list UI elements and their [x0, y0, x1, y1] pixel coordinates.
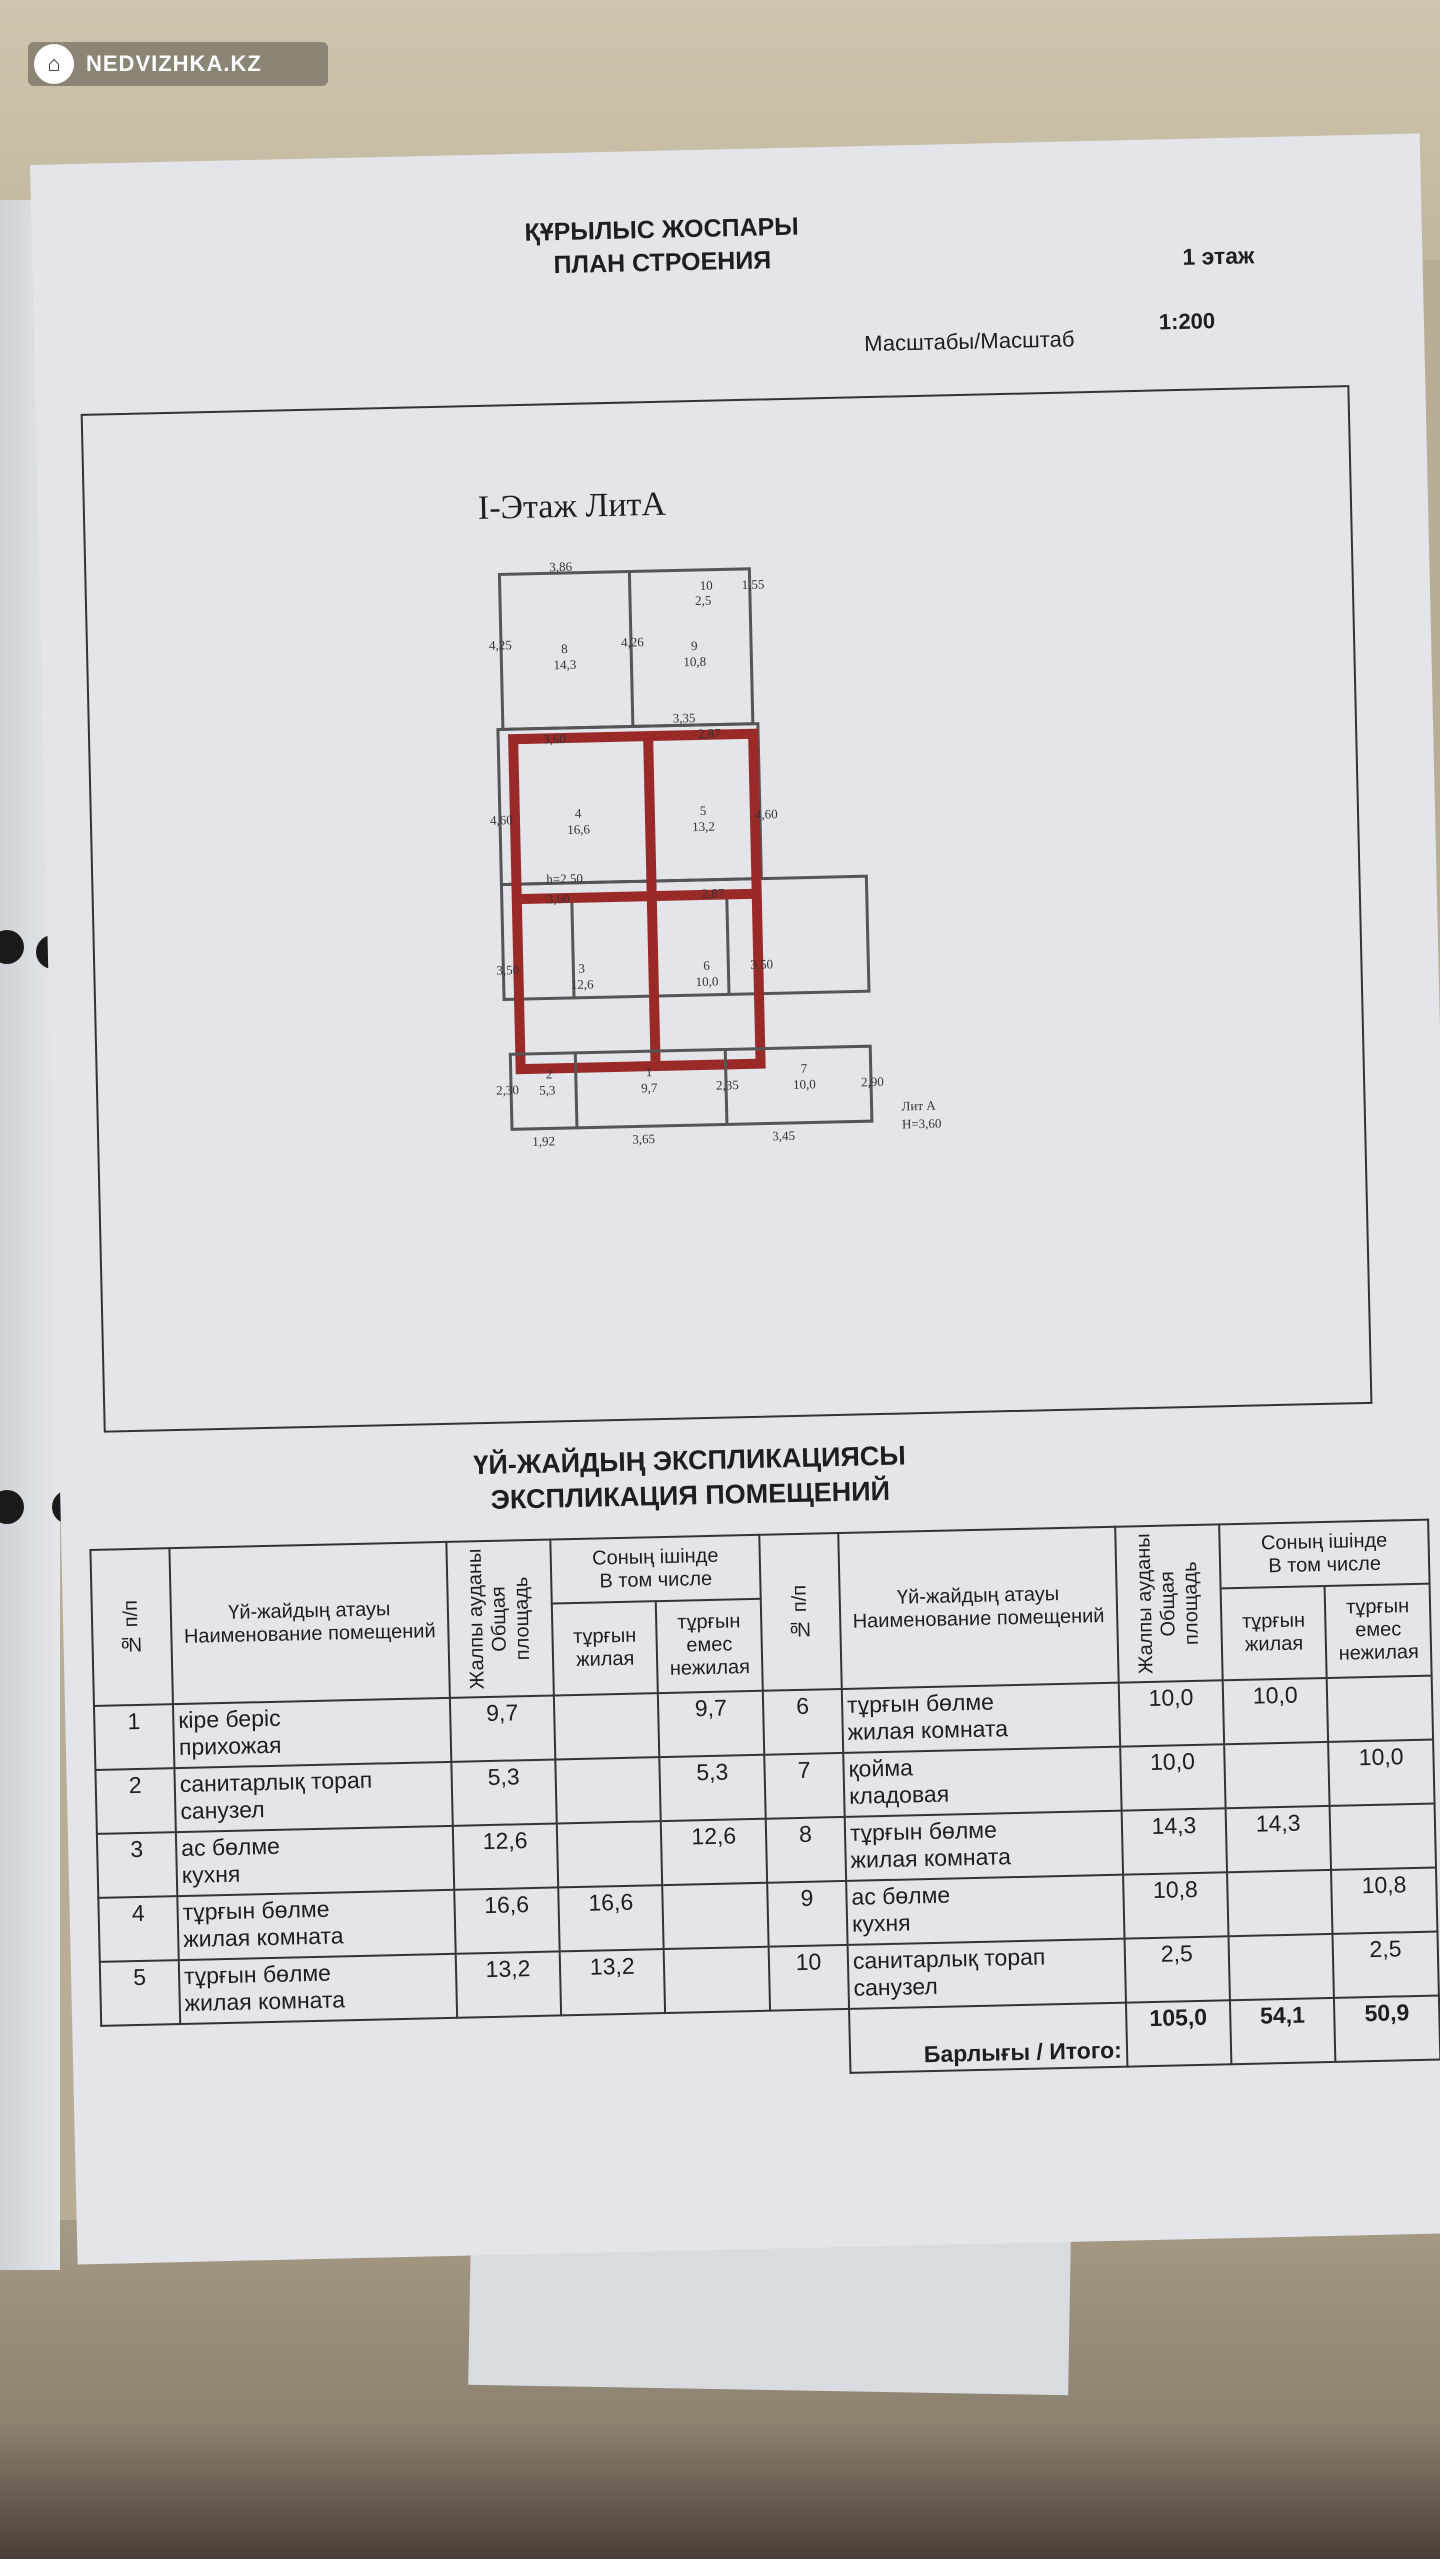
- title-ru: ПЛАН СТРОЕНИЯ: [553, 246, 772, 280]
- row-nonliving: 5,3: [660, 1755, 766, 1821]
- total-living: 54,1: [1230, 1998, 1336, 2064]
- col-incl-header: Соның ішінде В том числе: [550, 1535, 760, 1604]
- row-name: [177, 1890, 455, 1960]
- row-living: [557, 1821, 663, 1887]
- row-total: 5,3: [451, 1759, 557, 1825]
- room-label: 5: [699, 802, 707, 818]
- room-name-kz: тұрғын бөлме: [846, 1688, 995, 1718]
- row-living: 10,0: [1223, 1678, 1329, 1744]
- dimension-label: 2,87: [701, 885, 725, 901]
- room-area: 12,6: [570, 976, 594, 992]
- room-name-kz: санитарлық торап: [852, 1943, 1046, 1974]
- row-living: [555, 1757, 661, 1823]
- row-living: 14,3: [1226, 1806, 1332, 1872]
- row-total: 9,7: [450, 1696, 556, 1762]
- floor-plan-drawing: [479, 543, 1012, 1155]
- row-nonliving: [1327, 1676, 1433, 1742]
- row-name: [179, 1954, 457, 2024]
- row-name: [843, 1747, 1121, 1817]
- plan-title: I-Этаж ЛитА: [477, 485, 667, 527]
- row-total: 10,0: [1120, 1744, 1226, 1810]
- row-nonliving: 10,0: [1328, 1740, 1434, 1806]
- dimension-label: 3,35: [672, 710, 696, 726]
- dimension-label: 2,35: [715, 1077, 739, 1093]
- col-living-header-right: тұрғын жилая: [1221, 1586, 1327, 1680]
- col-nonliving-header-right: тұрғын емес нежилая: [1325, 1583, 1432, 1677]
- room-name-ru: жилая комната: [184, 1986, 346, 2016]
- col-area-header: Жалпы ауданы Общая площадь: [463, 1548, 535, 1690]
- row-living: 16,6: [558, 1885, 664, 1951]
- explication-title-ru: ЭКСПЛИКАЦИЯ ПОМЕЩЕНИЙ: [490, 1475, 891, 1515]
- room-area: 10,0: [792, 1076, 816, 1092]
- col-no-header-right: № п/п: [788, 1584, 812, 1640]
- room-name-kz: тұрғын бөлме: [183, 1959, 332, 1989]
- explication-title-kz: ҮЙ-ЖАЙДЫҢ ЭКСПЛИКАЦИЯСЫ: [473, 1440, 907, 1481]
- dimension-label: 4,60: [489, 812, 513, 828]
- col-name-header: Үй-жайдың атауы Наименование помещений: [169, 1542, 449, 1704]
- scale-label: Масштабы/Масштаб: [863, 326, 1075, 357]
- room-name-ru: санузел: [853, 1972, 939, 2001]
- room-name-ru: кухня: [851, 1909, 911, 1937]
- room-area: 5,3: [538, 1082, 556, 1098]
- col-name-header-right: Үй-жайдың атауы Наименование помещений: [838, 1527, 1118, 1689]
- room-name-ru: кладовая: [848, 1780, 950, 1809]
- row-nonliving: 10,8: [1331, 1868, 1437, 1934]
- house-icon: ⌂: [34, 44, 74, 84]
- room-label: 3: [578, 960, 586, 976]
- row-name: [848, 1939, 1126, 2009]
- watermark-logo: [28, 42, 328, 86]
- room-label: 7: [800, 1060, 808, 1076]
- row-name: [845, 1811, 1123, 1881]
- room-name-ru: санузел: [180, 1796, 265, 1825]
- row-no: 1: [94, 1704, 174, 1770]
- watermark-text: NEDVIZHKA.KZ: [86, 51, 262, 76]
- dimension-label: 2,87: [697, 725, 721, 741]
- dimension-label: 3,50: [496, 962, 520, 978]
- total-nonliving: 50,9: [1334, 1996, 1440, 2062]
- dimension-label: 1,92: [532, 1133, 556, 1149]
- row-name: [846, 1875, 1124, 1945]
- dimension-label: 1,55: [741, 576, 765, 592]
- room-name-kz: ас бөлме: [180, 1832, 281, 1861]
- dimension-label: 4,25: [488, 637, 512, 653]
- row-nonliving: [1330, 1804, 1436, 1870]
- total-area: 105,0: [1126, 2000, 1232, 2066]
- room-area: 2,5: [694, 592, 712, 609]
- room-label: 1: [645, 1064, 653, 1080]
- room-area: 13,2: [692, 818, 716, 835]
- dimension-label: 2,90: [860, 1073, 884, 1090]
- row-no: 4: [98, 1896, 178, 1962]
- row-name: [176, 1826, 454, 1896]
- dimension-label: 3,65: [632, 1131, 656, 1147]
- total-label: Барлығы / Итого:: [849, 2003, 1127, 2073]
- document-page: [30, 133, 1440, 2264]
- row-no: 3: [97, 1832, 177, 1898]
- room-label: 9: [690, 637, 698, 654]
- dimension-label: 3,60: [546, 890, 570, 907]
- room-area: 16,6: [567, 821, 591, 837]
- row-no: 9: [767, 1881, 847, 1947]
- room-name-kz: санитарлық торап: [179, 1766, 373, 1798]
- room-area: 10,0: [695, 973, 719, 990]
- row-living: [1229, 1934, 1335, 2000]
- col-area-header-right: Жалпы ауданы Общая площадь: [1132, 1533, 1204, 1675]
- room-label: 4: [574, 805, 582, 821]
- room-label: 10: [699, 577, 713, 593]
- row-name: [173, 1698, 451, 1768]
- explication-table: [89, 1519, 1440, 2091]
- row-name: [174, 1762, 452, 1832]
- col-living-header: тұрғын жилая: [552, 1601, 658, 1695]
- row-total: 14,3: [1121, 1808, 1227, 1874]
- dimension-label: 3,45: [772, 1127, 796, 1144]
- row-total: 16,6: [454, 1887, 560, 1953]
- row-no: 6: [763, 1689, 843, 1755]
- room-name-kz: кіре беріс: [178, 1704, 281, 1734]
- row-nonliving: [663, 1883, 769, 1949]
- row-living: [1227, 1870, 1333, 1936]
- room-label: 6: [703, 957, 711, 973]
- room-name-ru: жилая комната: [847, 1715, 1009, 1745]
- room-area: 9,7: [640, 1080, 658, 1096]
- room-name-kz: ас бөлме: [851, 1881, 951, 1910]
- room-name-ru: кухня: [181, 1860, 241, 1888]
- room-label: 8: [560, 640, 568, 657]
- row-total: 2,5: [1124, 1936, 1230, 2002]
- dimension-label: 4,60: [754, 806, 778, 822]
- row-total: 12,6: [453, 1823, 559, 1889]
- row-no: 8: [766, 1817, 846, 1883]
- height-label: Н=3,60: [901, 1115, 942, 1132]
- row-total: 10,0: [1118, 1680, 1224, 1746]
- row-living: 13,2: [560, 1949, 666, 2015]
- row-no: 10: [769, 1945, 849, 2011]
- floor-label: 1 этаж: [1182, 242, 1255, 270]
- dimension-label: 3,86: [549, 558, 573, 575]
- dimension-label: 4,26: [620, 634, 644, 650]
- row-no: 5: [100, 1960, 180, 2026]
- row-nonliving: 9,7: [658, 1691, 764, 1757]
- room-name-kz: тұрғын бөлме: [849, 1816, 998, 1846]
- col-incl-header-right: Соның ішінде В том числе: [1219, 1520, 1429, 1589]
- row-name: [842, 1683, 1120, 1753]
- row-no: 7: [764, 1753, 844, 1819]
- row-living: [554, 1693, 660, 1759]
- col-no-header: № п/п: [119, 1599, 143, 1655]
- ceiling-height: h=2.50: [546, 870, 584, 887]
- dimension-label: 3,50: [750, 956, 774, 972]
- room-name-ru: прихожая: [178, 1731, 282, 1761]
- room-name-kz: тұрғын бөлме: [182, 1895, 330, 1925]
- room-name-ru: жилая комната: [850, 1843, 1012, 1873]
- row-no: 2: [95, 1768, 175, 1834]
- row-total: 10,8: [1123, 1872, 1229, 1938]
- room-area: 10,8: [683, 653, 707, 670]
- lit-label: Лит А: [901, 1097, 936, 1114]
- room-name-ru: жилая комната: [182, 1922, 344, 1952]
- dimension-label: 3,60: [542, 730, 567, 747]
- dimension-label: 2,30: [495, 1082, 520, 1098]
- row-nonliving: 12,6: [661, 1819, 767, 1885]
- row-nonliving: 2,5: [1333, 1932, 1439, 1998]
- scale-value: 1:200: [1158, 308, 1216, 335]
- room-label: 2: [545, 1066, 553, 1082]
- room-name-kz: қойма: [848, 1754, 914, 1782]
- title-kz: ҚҰРЫЛЫС ЖОСПАРЫ: [524, 212, 800, 247]
- row-total: 13,2: [455, 1951, 561, 2017]
- room-area: 14,3: [553, 656, 577, 673]
- row-nonliving: [664, 1947, 770, 2013]
- col-nonliving-header: тұрғын емес нежилая: [656, 1599, 763, 1693]
- row-living: [1224, 1742, 1330, 1808]
